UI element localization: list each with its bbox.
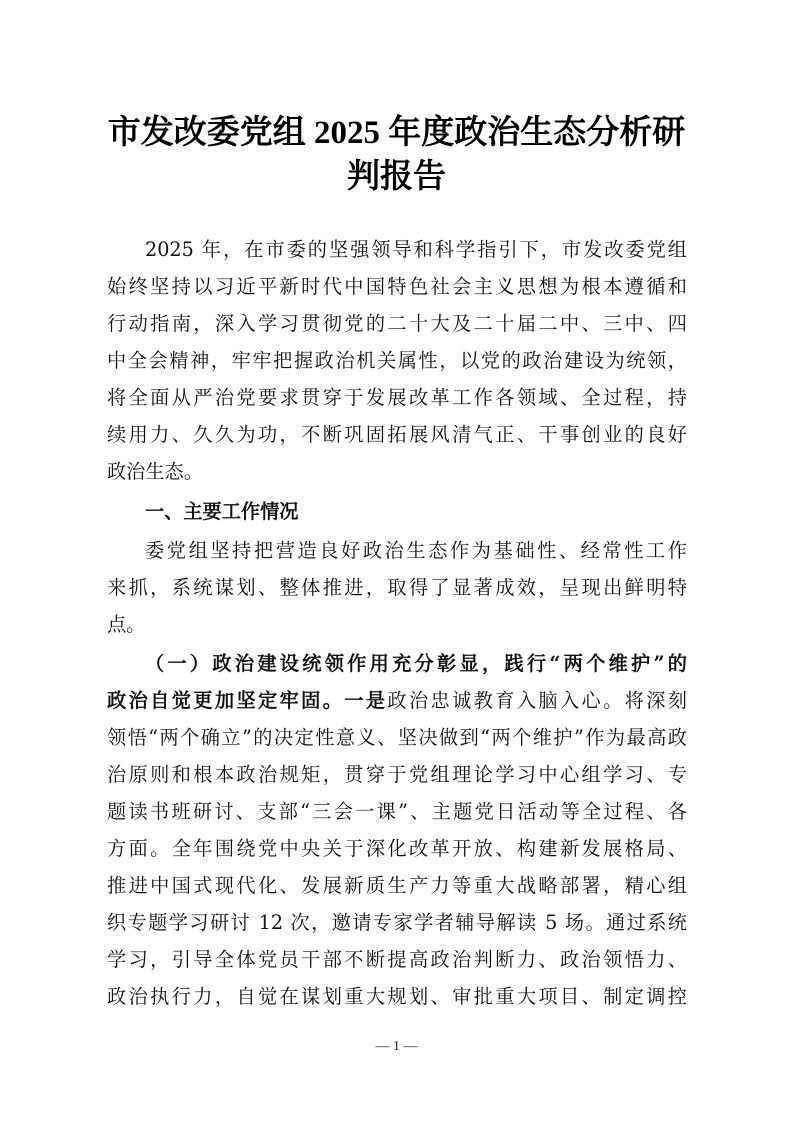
body-line: 政治执行力，自觉在谋划重大规划、审批重大项目、制定调控 bbox=[107, 985, 687, 1008]
intro-line: 将全面从严治党要求贯穿于发展改革工作各领域、全过程，持 bbox=[107, 386, 687, 409]
intro-line: 行动指南，深入学习贯彻党的二十大及二十届二中、三中、四 bbox=[107, 312, 687, 335]
subsection-text: 政治忠诚教育入脑入心。将深刻 bbox=[387, 689, 687, 712]
intro-line: 政治生态。 bbox=[107, 460, 203, 483]
body-line: 学习，引导全体党员干部不断提高政治判断力、政治领悟力、 bbox=[107, 948, 687, 971]
body-line: 方面。全年围绕党中央关于深化改革开放、构建新发展格局、 bbox=[107, 837, 687, 860]
subsection-line bbox=[107, 683, 687, 719]
intro-line: 续用力、久久为功，不断巩固拓展风清气正、干事创业的良好 bbox=[107, 423, 687, 446]
document-title-line-1: 市发改委党组 2025 年度政治生态分析研 bbox=[107, 115, 686, 151]
section-line: 来抓，系统谋划、整体推进，取得了显著成效，呈现出鲜明特 bbox=[107, 576, 687, 599]
section-line: 点。 bbox=[107, 613, 146, 636]
subsection-heading-tail: 政治自觉更加坚定牢固。一是 bbox=[107, 689, 388, 712]
body-line: 推进中国式现代化、发展新质生产力等重大战略部署，精心组 bbox=[107, 874, 687, 897]
subsection-heading: （一）政治建设统领作用充分彰显，践行“两个维护”的 bbox=[145, 652, 687, 675]
intro-line: 2025 年，在市委的坚强领导和科学指引下，市发改委党组 bbox=[145, 238, 687, 261]
section-line: 委党组坚持把营造良好政治生态作为基础性、经常性工作 bbox=[145, 539, 687, 562]
body-line: 题读书班研讨、支部“三会一课”、主题党日活动等全过程、各 bbox=[107, 800, 687, 823]
body-line: 治原则和根本政治规矩，贯穿于党组理论学习中心组学习、专 bbox=[107, 763, 687, 786]
body-line: 织专题学习研讨 12 次，邀请专家学者辅导解读 5 场。通过系统 bbox=[107, 911, 687, 934]
document-title-line-2: 判报告 bbox=[347, 159, 446, 195]
intro-line: 始终坚持以习近平新时代中国特色社会主义思想为根本遵循和 bbox=[107, 275, 687, 298]
body-line: 领悟“两个确立”的决定性意义、坚决做到“两个维护”作为最高政 bbox=[107, 726, 687, 749]
page-number: — 1 — bbox=[375, 1039, 418, 1054]
section-heading: 一、主要工作情况 bbox=[145, 500, 299, 523]
intro-line: 中全会精神，牢牢把握政治机关属性，以党的政治建设为统领， bbox=[107, 349, 687, 372]
